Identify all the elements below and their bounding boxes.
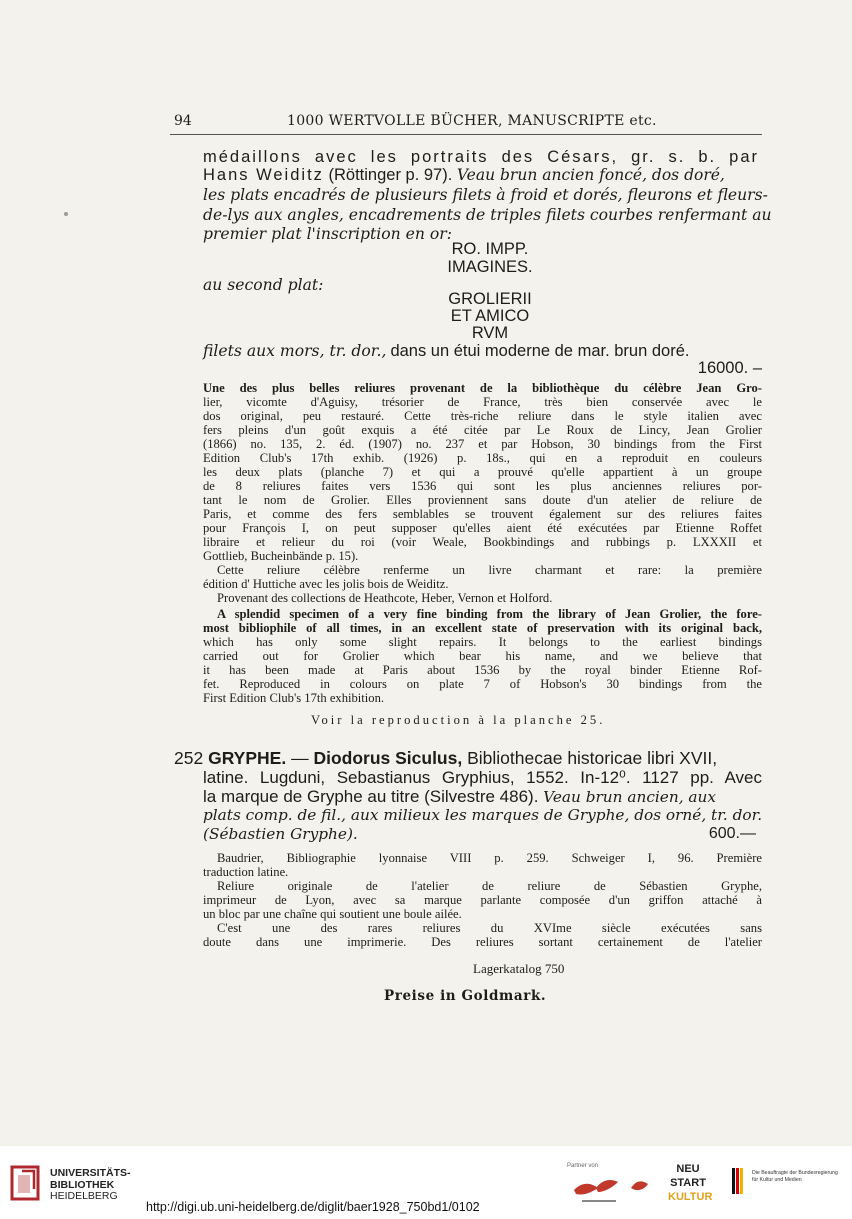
start-line: START (670, 1177, 706, 1189)
entry-252-note: C'est une des rares reliures du XVIme siècle exécutées sans (217, 921, 762, 935)
entry-252-line-4: plats comp. de fil., aux milieux les marques de Gryphe, dos orné, tr. dor. (203, 806, 763, 824)
note-fr-line: (1866) no. 135, 2. éd. (1907) no. 237 et par Hobson, 30 bindings from the First (203, 437, 762, 451)
note-en-line: which has only some slight repairs. It belongs to the earliest bindings (203, 635, 762, 649)
bund-text-2: für Kultur und Medien (752, 1177, 802, 1183)
entry-252-line-2: latine. Lugduni, Sebastianus Gryphius, 1552. In-12⁰. 1127 pp. Avec (203, 768, 762, 787)
bund-text-1: Die Beauftragte der Bundesregierung (752, 1170, 838, 1176)
permalink-url[interactable]: http://digi.ub.uni-heidelberg.de/diglit/baer1928_750bd1/0102 (146, 1200, 480, 1214)
note-fr-line: Edition Club's 17th exhib. (1926) p. 18s., qui en a reproduit en couleurs (203, 451, 762, 465)
inscription-1: RO. IMPP. (451, 240, 529, 258)
note-en-line: First Edition Club's 17th exhibition. (203, 691, 385, 705)
note-fr-line: Paris, et comme des fers semblables se trouvent également sur des reliures faites (203, 507, 762, 521)
entry-252-note: traduction latine. (203, 865, 289, 879)
price-252: 600.— (708, 825, 756, 842)
neustart-kultur-logo[interactable] (668, 1162, 713, 1206)
price-1: 16000. – (697, 359, 762, 377)
inscription-5: RVM (471, 324, 509, 342)
header-rule (170, 134, 762, 135)
note-fr-line: les deux plats (planche 7) et qui a prouvé qu'elle appartient à un groupe (203, 465, 762, 479)
note-en-line: fet. Reproduced in colours on plate 7 of Hobson's 30 bindings from the (203, 677, 762, 691)
desc-line-7-it: filets aux mors, tr. dor., (203, 342, 387, 360)
note-en-line: A splendid specimen of a very fine binding from the library of Jean Grolier, the fore- (217, 607, 762, 621)
note-en-line: most bibliophile of all times, in an excellent state of preservation with its original back, (203, 621, 762, 635)
inscription-4: ET AMICO (450, 307, 530, 325)
desc-line-2-binding: Veau brun ancien foncé, dos doré, (456, 166, 725, 184)
entry-252-note: un bloc par une chaîne qui soutient une boule ailée. (203, 907, 462, 921)
note-en-line: carried out for Grolier which bear his name, and we believe that (203, 649, 762, 663)
kultur-line: KULTUR (668, 1191, 713, 1203)
entry-252-note: doute dans une imprimerie. Des reliures sortant certainement de l'atelier (203, 935, 762, 949)
entry-252-line-3-text: la marque de Gryphe au titre (Silvestre 486). (203, 787, 539, 806)
note-fr-line: de 8 reliures faites vers 1536 qui sont les plus anciennes reliures por- (203, 479, 762, 493)
entry-title: Diodorus Siculus, (313, 748, 463, 768)
library-name[interactable] (50, 1168, 131, 1203)
inscription-2: IMAGINES. (447, 258, 533, 276)
desc-line-1: médaillons avec les portraits des Césars, gr. s. b. par (203, 148, 759, 166)
partner-second-logo-icon[interactable] (628, 1174, 654, 1198)
desc-line-2-name: Hans Weiditz (203, 166, 324, 184)
desc-line-3: les plats encadrés de plusieurs filets à froid et dorés, fleurons et fleurs- (203, 186, 768, 204)
inscription-3: GROLIERII (448, 290, 532, 308)
price-currency-stamp: Preise in Goldmark. (384, 988, 547, 1004)
entry-author: GRYPHE. (208, 748, 287, 768)
desc-line-6: au second plat: (203, 276, 324, 294)
note-fr-line: Une des plus belles reliures provenant de la bibliothèque du célèbre Jean Gro- (203, 381, 762, 395)
note-fr-line: lier, vicomte d'Aguisy, trésorier de France, très bien conservée avec le (203, 395, 762, 409)
running-title: 1000 WERTVOLLE BÜCHER, MANUSCRIPTE etc. (287, 113, 657, 129)
note-fr-line: dos original, peu restauré. Cette très-riche reliure dans le style italien avec (203, 409, 762, 423)
library-line-1: UNIVERSITÄTS- (50, 1167, 131, 1179)
entry-252-line-1 (174, 748, 762, 769)
entry-252-line-3-it: Veau brun ancien, aux (543, 788, 717, 806)
entry-252-note: imprimeur de Lyon, avec sa marque parlante composée d'un griffon attaché à (203, 893, 762, 907)
entry-252-note: Baudrier, Bibliographie lyonnaise VIII p. 259. Schweiger I, 96. Première (217, 851, 762, 865)
partner-bird-logo-icon[interactable] (572, 1172, 632, 1206)
entry-number: 252 (174, 748, 204, 768)
entry-dash: — (291, 748, 309, 768)
note-fr-line: fers pleins d'un goût exquis a été citée par Le Roux de Lincy, Jean Grolier (203, 423, 762, 437)
entry-252-note: Reliure originale de l'atelier de reliure de Sébastien Gryphe, (217, 879, 762, 893)
note-fr-line: Provenant des collections de Heathcote, Heber, Vernon et Holford. (217, 591, 553, 605)
entry-252-line-5: (Sébastien Gryphe). (203, 825, 358, 843)
page-number: 94 (174, 113, 192, 129)
partner-label: Partner von (567, 1163, 599, 1169)
desc-line-4: de-lys aux angles, encadrements de triples filets courbes renfermant au (203, 206, 772, 224)
note-fr-line: pour François I, on peut supposer qu'elles aient été exécutées par Etienne Roffet (203, 521, 762, 535)
federal-government-logo[interactable] (722, 1160, 850, 1204)
note-fr-line: libraire et relieur du roi (voir Weale, Bookbindings and rubbings p. LXXXII et (203, 535, 762, 549)
desc-line-5: premier plat l'inscription en or: (203, 225, 452, 243)
federal-eagle-icon (732, 1168, 746, 1194)
library-line-2: BIBLIOTHEK (50, 1178, 115, 1191)
note-fr-line: édition d' Huttiche avec les jolis bois de Weiditz. (203, 577, 449, 591)
entry-title-rest: Bibliothecae historicae libri XVII, (467, 748, 718, 768)
neu-line: NEU (676, 1163, 700, 1175)
university-library-logo-icon[interactable] (10, 1163, 44, 1203)
desc-line-7-rest: dans un étui moderne de mar. brun doré. (390, 342, 690, 360)
entry-252-line-3 (203, 787, 762, 807)
note-fr-line: Gottlieb, Bucheinbände p. 15). (203, 549, 359, 563)
note-en-line: it has been made at Paris about 1536 by the royal binder Etienne Rof- (203, 663, 762, 677)
note-fr-line: Cette reliure célèbre renferme un livre charmant et rare: la première (217, 563, 762, 577)
note-fr-line: tant le nom de Grolier. Elles proviennent sans doute d'un atelier de reliure de (203, 493, 762, 507)
margin-dot (64, 212, 68, 216)
plate-reference: Voir la reproduction à la planche 25. (311, 713, 606, 727)
desc-line-2 (203, 166, 759, 185)
library-line-3: HEIDELBERG (50, 1190, 118, 1202)
desc-line-2-ref: (Röttinger p. 97). (328, 166, 453, 184)
catalog-stamp: Lagerkatalog 750 (473, 961, 565, 976)
